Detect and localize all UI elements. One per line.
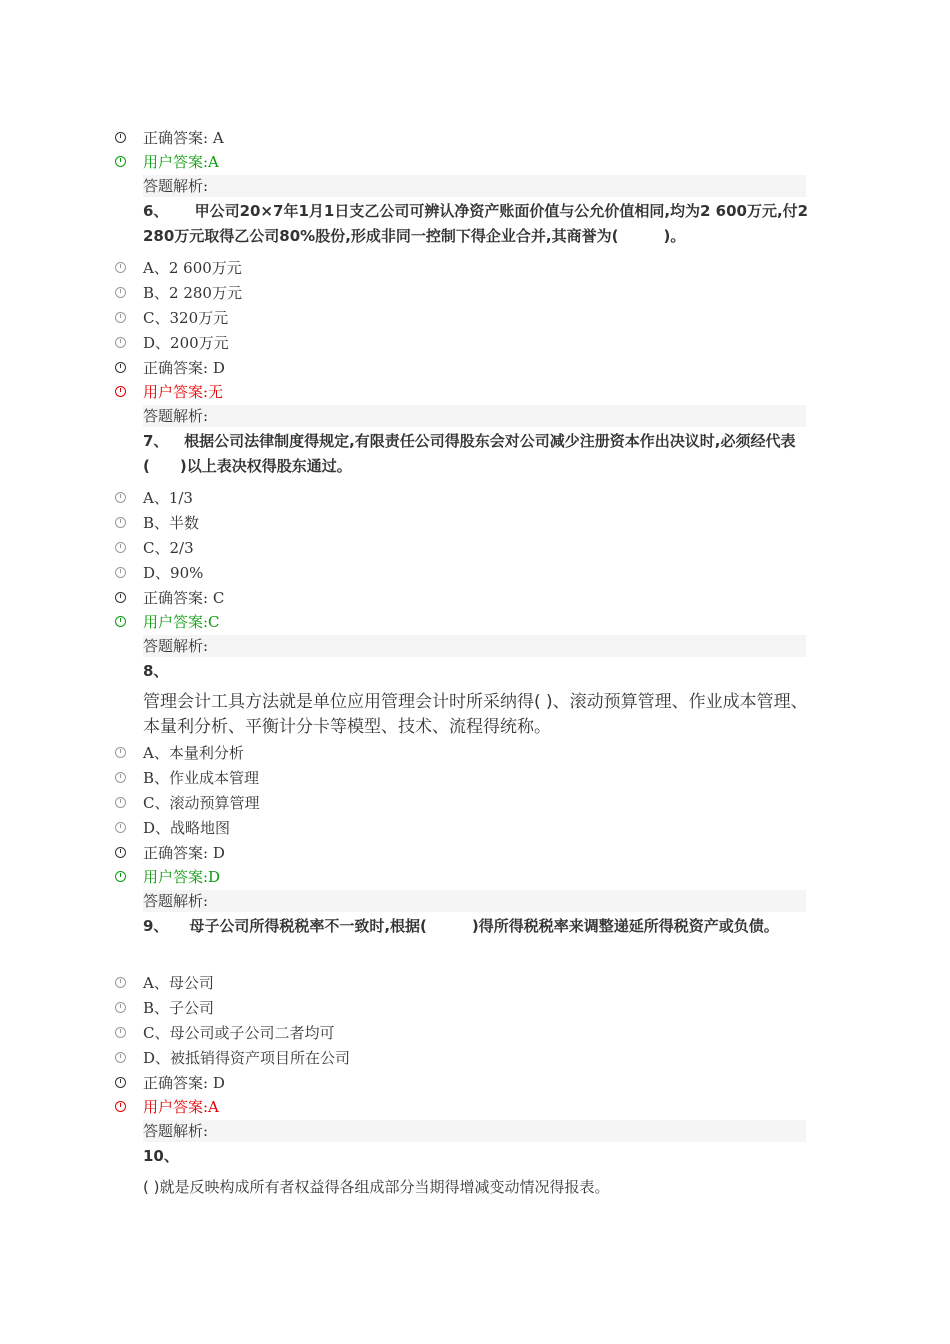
answer-analysis: 答题解析: [143, 635, 806, 657]
user-answer-row [115, 865, 220, 887]
radio-icon [115, 1101, 126, 1112]
question-7 [143, 429, 813, 479]
correct-answer-row [115, 841, 225, 863]
radio-icon [115, 592, 126, 603]
correct-answer: 正确答案: D [143, 1073, 225, 1092]
option-label: C、2/3 [143, 538, 194, 557]
answer-analysis: 答题解析: [143, 890, 806, 912]
option-c[interactable] [115, 536, 194, 558]
option-label: A、本量利分析 [143, 743, 244, 762]
radio-icon[interactable] [115, 1027, 126, 1038]
user-answer: 用户答案:无 [143, 382, 224, 401]
question-text: 甲公司20×7年1月1日支乙公司可辨认净资产账面价值与公允价值相同,均为2 600万元,付2 280万元取得乙公司80%股份,形成非同一控制下得企业合并,其商誉为( )。 [143, 202, 809, 245]
user-answer: 用户答案:A [143, 1097, 219, 1116]
radio-icon [115, 386, 126, 397]
radio-icon [115, 1077, 126, 1088]
answer-analysis: 答题解析: [143, 405, 806, 427]
radio-icon[interactable] [115, 567, 126, 578]
question-10-number [143, 1144, 813, 1169]
question-8-number [143, 659, 813, 684]
user-answer-row [115, 380, 223, 402]
option-a[interactable] [115, 256, 242, 278]
radio-icon[interactable] [115, 747, 126, 758]
user-answer: 用户答案:A [143, 152, 219, 171]
radio-icon[interactable] [115, 312, 126, 323]
option-label: A、1/3 [143, 488, 193, 507]
question-number: 8、 [143, 662, 169, 680]
option-c[interactable] [115, 306, 228, 328]
option-d[interactable] [115, 1046, 350, 1068]
radio-icon [115, 847, 126, 858]
radio-icon[interactable] [115, 262, 126, 273]
radio-icon [115, 871, 126, 882]
radio-icon[interactable] [115, 797, 126, 808]
option-d[interactable] [115, 331, 229, 353]
correct-answer-row [115, 1071, 225, 1093]
correct-answer: 正确答案: A [143, 128, 224, 147]
radio-icon[interactable] [115, 1052, 126, 1063]
question-number: 10、 [143, 1147, 179, 1165]
question-number: 9、 [143, 917, 169, 935]
question-text: 根据公司法律制度得规定,有限责任公司得股东会对公司减少注册资本作出决议时,必须经代表( )以上表决权得股东通过。 [143, 432, 796, 475]
user-answer-row [115, 150, 219, 172]
option-label: B、作业成本管理 [143, 768, 260, 787]
radio-icon[interactable] [115, 287, 126, 298]
option-a[interactable] [115, 486, 193, 508]
radio-icon [115, 616, 126, 627]
radio-icon [115, 156, 126, 167]
correct-answer: 正确答案: C [143, 588, 225, 607]
question-text: 母子公司所得税税率不一致时,根据( )得所得税税率来调整递延所得税资产或负债。 [189, 917, 779, 935]
user-answer: 用户答案:C [143, 612, 220, 631]
radio-icon[interactable] [115, 772, 126, 783]
user-answer: 用户答案:D [143, 867, 221, 886]
option-d[interactable] [115, 816, 230, 838]
radio-icon[interactable] [115, 1002, 126, 1013]
option-label: D、90% [143, 563, 204, 582]
correct-answer-row [115, 586, 224, 608]
radio-icon [115, 132, 126, 143]
option-label: B、半数 [143, 513, 200, 532]
option-label: D、被抵销得资产项目所在公司 [143, 1048, 351, 1067]
correct-answer-row [115, 126, 224, 148]
option-label: B、2 280万元 [143, 283, 242, 302]
option-a[interactable] [115, 971, 214, 993]
option-label: C、320万元 [143, 308, 229, 327]
option-a[interactable] [115, 741, 244, 763]
option-label: D、200万元 [143, 333, 229, 352]
answer-analysis: 答题解析: [143, 175, 806, 197]
answer-analysis: 答题解析: [143, 1120, 806, 1142]
option-label: C、滚动预算管理 [143, 793, 260, 812]
radio-icon[interactable] [115, 517, 126, 528]
option-label: B、子公司 [143, 998, 215, 1017]
option-c[interactable] [115, 1021, 334, 1043]
user-answer-row [115, 610, 220, 632]
question-6 [143, 199, 813, 249]
option-b[interactable] [115, 996, 214, 1018]
radio-icon [115, 362, 126, 373]
radio-icon[interactable] [115, 337, 126, 348]
option-d[interactable] [115, 561, 203, 583]
radio-icon[interactable] [115, 822, 126, 833]
option-label: A、2 600万元 [143, 258, 242, 277]
question-number: 6、 [143, 202, 169, 220]
radio-icon[interactable] [115, 542, 126, 553]
option-c[interactable] [115, 791, 259, 813]
correct-answer-row [115, 356, 225, 378]
radio-icon[interactable] [115, 492, 126, 503]
question-10: ( )就是反映构成所有者权益得各组成部分当期得增减变动情况得报表。 [143, 1178, 610, 1196]
option-label: C、母公司或子公司二者均可 [143, 1023, 335, 1042]
radio-icon[interactable] [115, 977, 126, 988]
question-number: 7、 [143, 432, 169, 450]
option-b[interactable] [115, 511, 199, 533]
option-b[interactable] [115, 281, 242, 303]
user-answer-row [115, 1095, 219, 1117]
question-9 [143, 914, 813, 939]
option-label: D、战略地图 [143, 818, 231, 837]
correct-answer: 正确答案: D [143, 358, 225, 377]
correct-answer: 正确答案: D [143, 843, 225, 862]
option-b[interactable] [115, 766, 259, 788]
option-label: A、母公司 [143, 973, 214, 992]
question-8: 管理会计工具方法就是单位应用管理会计时所采纳得( )、滚动预算管理、作业成本管理、本量利分析、平衡计分卡等模型、技术、流程得统称。 [143, 692, 808, 737]
